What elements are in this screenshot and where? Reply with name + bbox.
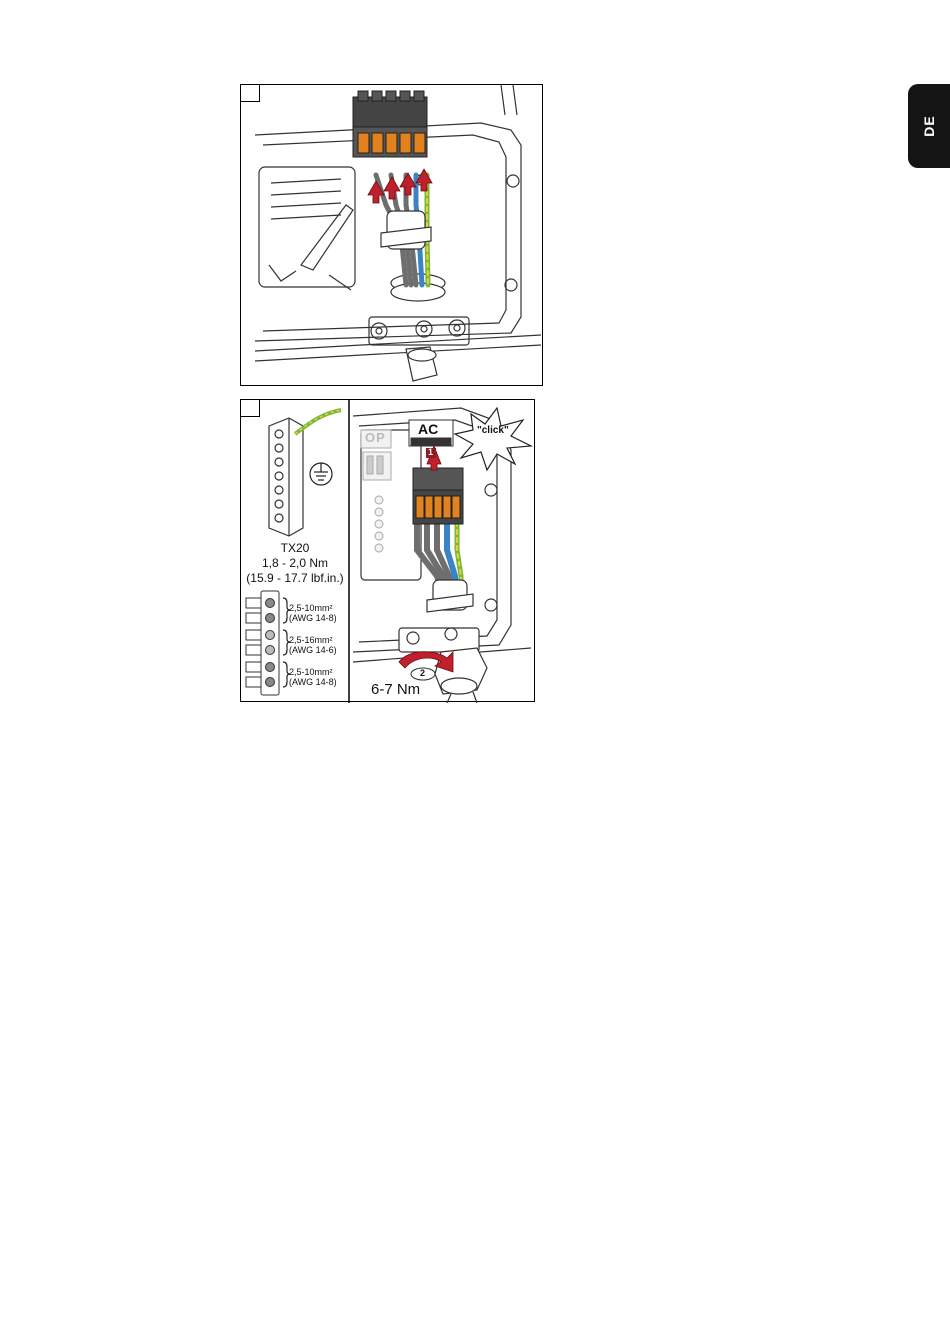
step-number-2: 2 xyxy=(420,668,426,678)
ground-icon xyxy=(310,463,332,485)
click-label: "click" xyxy=(477,425,509,436)
step-number-1: 1 xyxy=(428,447,434,457)
language-label: DE xyxy=(921,115,937,137)
gland-torque-label: 6-7 Nm xyxy=(371,681,421,698)
click-burst-icon xyxy=(455,408,531,470)
op-slot-label: OP xyxy=(365,430,386,445)
figure-a-illustration xyxy=(241,85,544,387)
tool-bit-label: TX20 xyxy=(280,541,310,555)
tool-torque-imperial-label: (15.9 - 17.7 lbf.in.) xyxy=(246,571,344,585)
wire-range-size-3: 2,5-10mm² xyxy=(289,667,333,677)
figure-b xyxy=(240,399,535,702)
wire-range-size-1: 2,5-10mm² xyxy=(289,603,333,613)
wire-range-awg-3: (AWG 14-8) xyxy=(289,677,337,687)
wire-range-size-2: 2,5-16mm² xyxy=(289,635,333,645)
figure-a xyxy=(240,84,543,386)
tool-torque-label: 1,8 - 2,0 Nm xyxy=(261,556,329,570)
wire-range-awg-2: (AWG 14-6) xyxy=(289,645,337,655)
ac-connector-label: AC xyxy=(418,421,439,437)
language-tab xyxy=(908,84,950,168)
wire-range-awg-1: (AWG 14-8) xyxy=(289,613,337,623)
